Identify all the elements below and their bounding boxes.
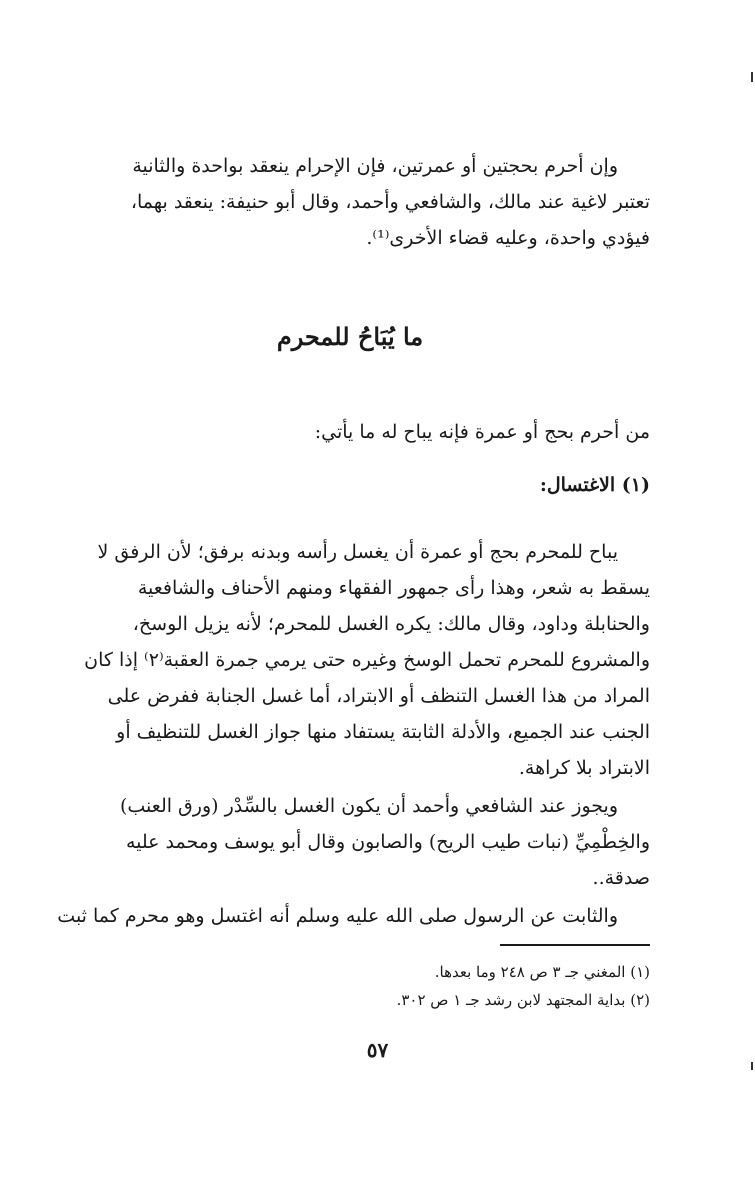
paragraph-ghusl — [84, 534, 650, 786]
paragraph-hadith — [57, 898, 650, 934]
paragraph-line: والثابت عن الرسول صلى الله عليه وسلم أنه اغتسل وهو محرم كما ثبت — [57, 905, 618, 927]
footnote-1: (١) المغني جـ ٣ ص ٢٤٨ وما بعدها. — [434, 963, 650, 981]
intro-line: فيؤدي واحدة، وعليه قضاء الأخرى⁽¹⁾. — [366, 227, 650, 249]
intro-line: تعتبر لاغية عند مالك، والشافعي وأحمد، وقال أبو حنيفة: ينعقد بهما، — [130, 191, 650, 213]
section-title: ما يُبَاحُ للمحرم — [276, 322, 424, 351]
subheading-ghusl: (١) الاغتسال: — [539, 474, 650, 496]
paragraph-line: يسقط به شعر، وهذا رأى جمهور الفقهاء ومنهم الأحناف والشافعية — [137, 577, 650, 599]
footnote-divider — [500, 944, 650, 946]
paragraph-line: والمشروع للمحرم تحمل الوسخ وغيره حتى يرمي جمرة العقبة⁽٢⁾ إذا كان — [84, 649, 650, 671]
page-number: ٥٧ — [366, 1038, 389, 1062]
scan-edge-mark — [751, 1062, 753, 1070]
paragraph-line: والحنابلة وداود، وقال مالك: يكره الغسل للمحرم؛ لأنه يزيل الوسخ، — [132, 613, 650, 635]
paragraph-line: المراد من هذا الغسل التنظف أو الابتراد، أما غسل الجنابة ففرض على — [107, 685, 650, 707]
lead-paragraph — [105, 414, 650, 450]
paragraph-line: والخِطْمِيِّ (نبات طيب الريح) والصابون وقال أبو يوسف ومحمد عليه — [125, 831, 650, 853]
intro-line: وإن أحرم بحجتين أو عمرتين، فإن الإحرام ينعقد بواحدة والثانية — [132, 155, 618, 177]
paragraph-sidr — [105, 788, 650, 896]
paragraph-line: صدقة.. — [592, 867, 650, 889]
paragraph-line: ويجوز عند الشافعي وأحمد أن يكون الغسل بالسِّدْر (ورق العنب) — [119, 795, 618, 817]
footnotes — [105, 958, 650, 1014]
intro-paragraph — [105, 148, 650, 256]
footnote-2: (٢) بداية المجتهد لابن رشد جـ ١ ص ٣٠٢. — [396, 991, 650, 1009]
scan-edge-mark — [751, 72, 753, 82]
lead-line: من أحرم بحج أو عمرة فإنه يباح له ما يأتي: — [314, 421, 650, 443]
paragraph-line: يباح للمحرم بحج أو عمرة أن يغسل رأسه وبدنه برفق؛ لأن الرفق لا — [97, 541, 618, 563]
paragraph-line: الجنب عند الجميع، والأدلة الثابتة يستفاد منها جواز الغسل للتنظيف أو — [116, 721, 650, 743]
paragraph-line: الابتراد بلا كراهة. — [518, 757, 650, 779]
